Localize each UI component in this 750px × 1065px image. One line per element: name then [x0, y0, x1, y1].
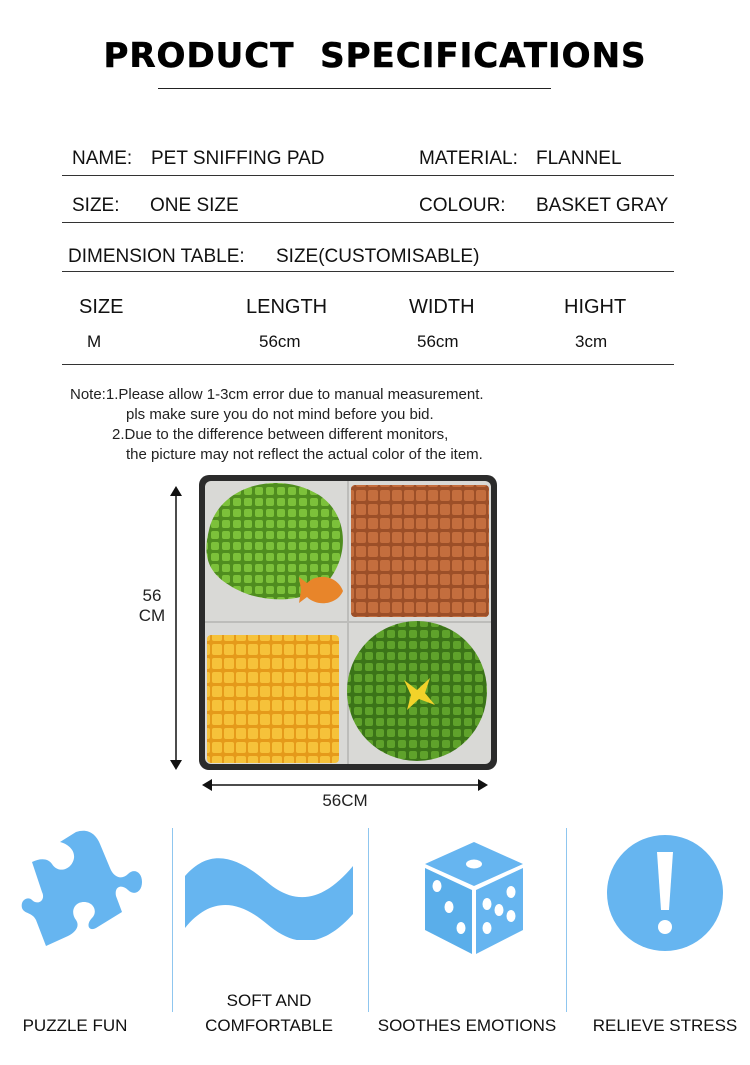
title-underline [158, 88, 551, 89]
feature-label-soothes-emotions [370, 1013, 564, 1038]
height-label-unit: CM [138, 606, 166, 625]
material-label: MATERIAL: [419, 148, 518, 169]
brown-area [351, 485, 489, 617]
colour-label: COLOUR: [419, 195, 506, 216]
dimension-table-value: SIZE(CUSTOMISABLE) [276, 246, 480, 267]
table-header-length: LENGTH [246, 296, 328, 318]
divider-line [62, 222, 674, 223]
feature-label-line: SOFT AND [226, 991, 312, 1010]
wave-icon [181, 852, 356, 940]
product-image [199, 475, 497, 770]
feature-label-soft-and-comfortable [184, 988, 354, 1038]
sniffing-pad-illustration [199, 475, 497, 770]
width-arrow [200, 778, 490, 792]
table-cell-hight: 3cm [575, 332, 608, 351]
divider-line [62, 175, 674, 176]
feature-label-line: COMFORTABLE [205, 1016, 333, 1035]
feature-label-line: PUZZLE FUN [22, 1016, 128, 1035]
page-title: PRODUCT SPECIFICATIONS [103, 36, 647, 76]
name-label: NAME: [72, 148, 133, 169]
note-line-3: 2.Due to the difference between different monitors, [112, 426, 449, 443]
note-line-2: pls make sure you do not mind before you bid. [126, 406, 434, 423]
size-value: ONE SIZE [150, 195, 239, 216]
feature-label-line: RELIEVE STRESS [592, 1016, 738, 1035]
table-header-width: WIDTH [409, 296, 475, 318]
divider-line [62, 271, 674, 272]
colour-value: BASKET GRAY [536, 195, 669, 216]
dice-icon [421, 840, 527, 956]
feature-label-relieve-stress [586, 1013, 744, 1038]
table-cell-width: 56cm [417, 332, 459, 351]
yellow-area [207, 635, 339, 763]
material-value: FLANNEL [536, 148, 622, 169]
table-cell-size: M [87, 332, 102, 351]
feature-divider [566, 828, 567, 1012]
puzzle-piece-icon [18, 828, 144, 948]
note-line-1: Note:1.Please allow 1-3cm error due to manual measurement. [70, 386, 484, 403]
table-header-hight: HIGHT [564, 296, 627, 318]
table-header-size: SIZE [79, 296, 124, 318]
feature-divider [172, 828, 173, 1012]
height-label-number: 56 [142, 586, 162, 605]
height-arrow [168, 484, 184, 774]
feature-divider [368, 828, 369, 1012]
table-cell-length: 56cm [259, 332, 301, 351]
exclamation-icon [606, 834, 724, 952]
name-value: PET SNIFFING PAD [151, 148, 325, 169]
height-label [130, 586, 174, 626]
feature-label-puzzle-fun [0, 1013, 150, 1038]
dimension-table-label: DIMENSION TABLE: [68, 246, 245, 267]
size-label: SIZE: [72, 195, 120, 216]
note-line-4: the picture may not reflect the actual color of the item. [126, 446, 483, 463]
width-label: 56CM [322, 791, 368, 810]
divider-line [62, 364, 674, 365]
feature-label-line: SOOTHES EMOTIONS [377, 1016, 557, 1035]
